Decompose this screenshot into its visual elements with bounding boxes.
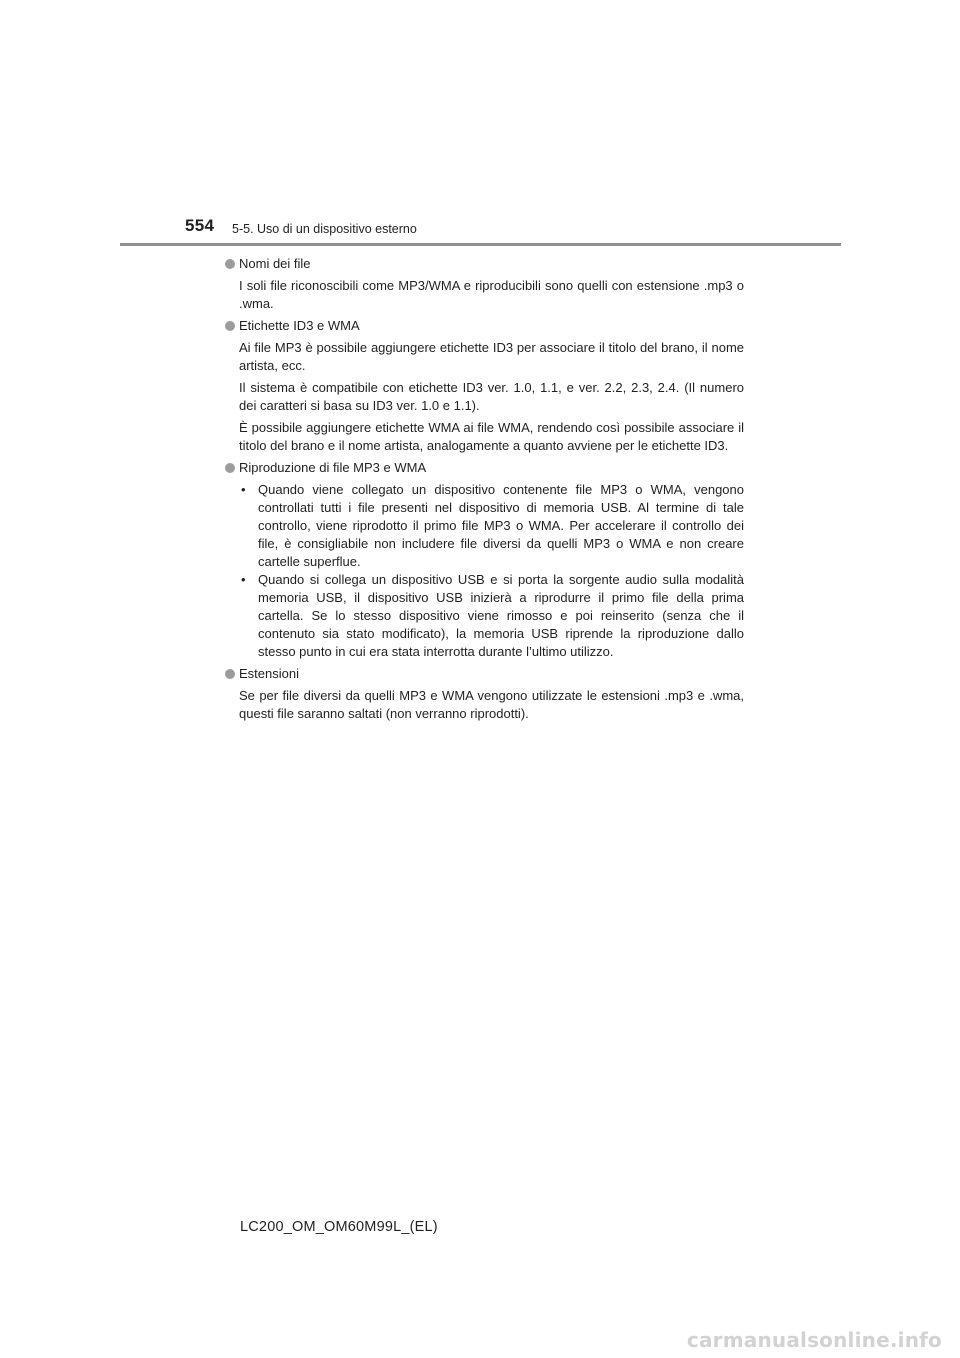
paragraph: Se per file diversi da quelli MP3 e WMA vengono utilizzate le estensioni .mp3 e .wma, questi file saranno saltati (non verranno riprodotti).	[239, 688, 744, 721]
small-bullet-icon: •	[241, 572, 246, 587]
topic-heading: Nomi dei file	[225, 255, 744, 273]
topic-extensions	[225, 665, 744, 723]
paragraph: Il sistema è compatibile con etichette ID3 ver. 1.0, 1.1, e ver. 2.2, 2.3, 2.4. (Il numero dei caratteri si basa su ID3 ver. 1.0 e 1.1).	[239, 380, 744, 413]
paragraph: È possibile aggiungere etichette WMA ai file WMA, rendendo così possibile associare il titolo del brano e il nome artista, analogamente a quanto avviene per le etichette ID3.	[239, 420, 744, 453]
list-item: • Quando si collega un dispositivo USB e si porta la sorgente audio sulla modalità memoria USB, il dispositivo USB inizierà a riprodurre il primo file della prima cartella. Se lo stesso dispositivo viene rimosso e poi reinserito (senza che il contenuto sia stato modificato), la memoria USB riprende la riproduzione dallo stesso punto in cui era stata interrotta durante l’ultimo utilizzo.	[241, 572, 744, 659]
circle-bullet-icon	[225, 669, 235, 679]
small-bullet-icon: •	[241, 482, 246, 497]
section-title: 5-5. Uso di un dispositivo esterno	[232, 222, 417, 236]
paragraph: Ai file MP3 è possibile aggiungere etichette ID3 per associare il titolo del brano, il nome artista, ecc.	[239, 340, 744, 373]
item-list	[239, 481, 744, 661]
header-rule	[120, 243, 841, 246]
topic-file-names	[225, 255, 744, 313]
topic-heading: Riproduzione di file MP3 e WMA	[225, 459, 744, 477]
topic-mp3-wma-playback	[225, 459, 744, 661]
watermark: carmanualsonline.info	[686, 1328, 942, 1352]
footer-document-code: LC200_OM_OM60M99L_(EL)	[240, 1219, 438, 1235]
circle-bullet-icon	[225, 259, 235, 269]
topic-id3-wma-tags	[225, 317, 744, 455]
page-number: 554	[185, 216, 215, 235]
paragraph: I soli file riconoscibili come MP3/WMA e riproducibili sono quelli con estensione .mp3 o .wma.	[239, 278, 744, 311]
circle-bullet-icon	[225, 321, 235, 331]
topic-heading: Etichette ID3 e WMA	[225, 317, 744, 335]
page-content	[225, 255, 744, 727]
topic-heading: Estensioni	[225, 665, 744, 683]
list-item: • Quando viene collegato un dispositivo contenente file MP3 o WMA, vengono controllati tutti i file presenti nel dispositivo di memoria USB. Al termine di tale controllo, viene riprodotto il primo file MP3 o WMA. Per accelerare il controllo dei file, è consigliabile non includere file diversi da quelli MP3 o WMA e non creare cartelle superflue.	[241, 482, 744, 569]
circle-bullet-icon	[225, 463, 235, 473]
